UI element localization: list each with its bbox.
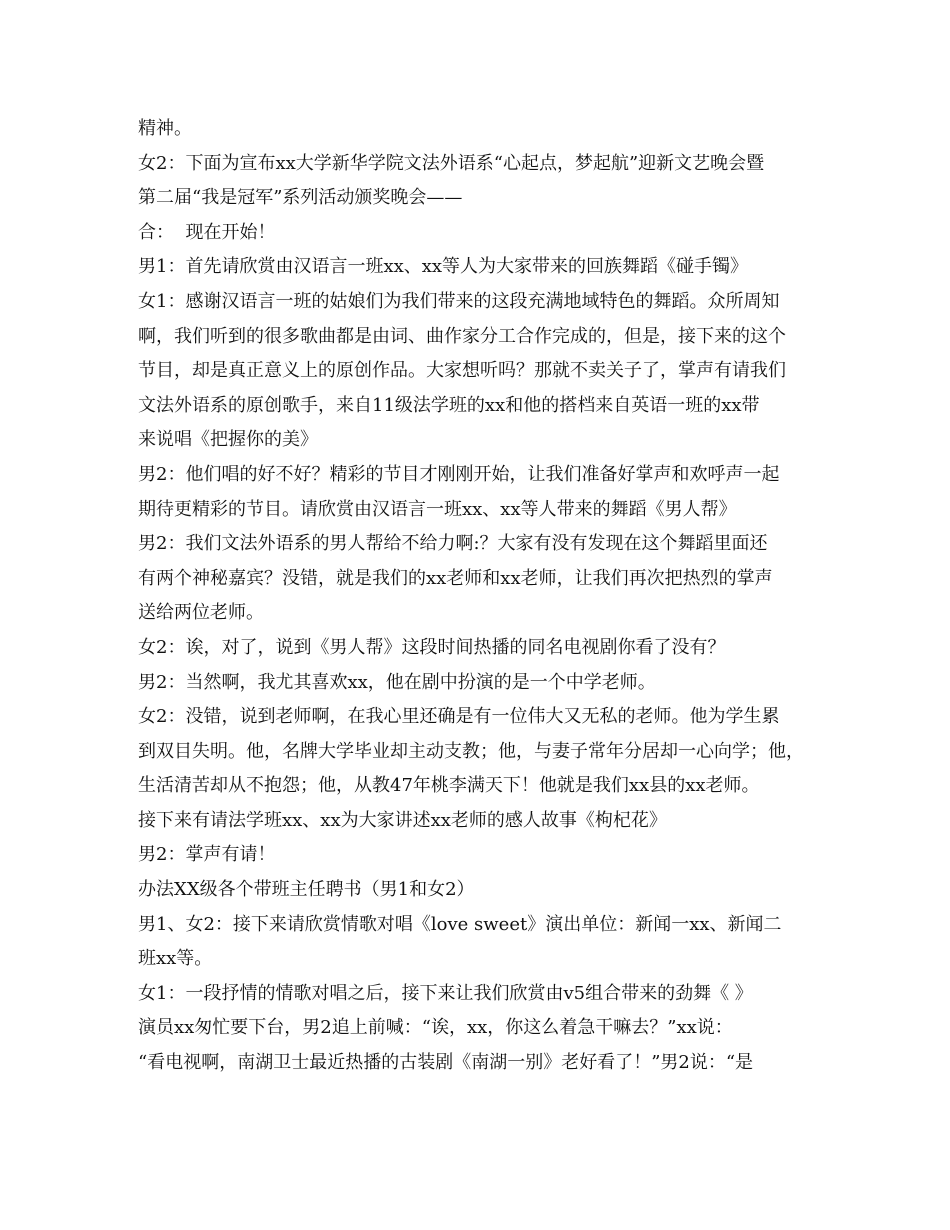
text-line: 女2：没错，说到老师啊，在我心里还确是有一位伟大又无私的老师。他为学生累 — [138, 706, 780, 728]
text-line: 合： 现在开始！ — [138, 221, 276, 243]
text-line: 班xx等。 — [138, 948, 213, 970]
text-line: 啊，我们听到的很多歌曲都是由词、曲作家分工合作完成的，但是，接下来的这个 — [138, 325, 786, 347]
text-line: 女1：感谢汉语言一班的姑娘们为我们带来的这段充满地域特色的舞蹈。众所周知 — [138, 290, 780, 312]
text-line: 精神。 — [138, 118, 192, 139]
text-line: 到双目失明。他，名牌大学毕业却主动支教；他，与妻子常年分居却一心向学；他， — [138, 740, 804, 762]
text-line: 女2：诶，对了，说到《男人帮》这段时间热播的同名电视剧你看了没有？ — [138, 636, 726, 658]
text-line: 演员xx匆忙要下台，男2追上前喊：“诶，xx，你这么着急干嘛去？”xx说： — [138, 1017, 733, 1039]
text-line: 有两个神秘嘉宾？没错，就是我们的xx老师和xx老师，让我们再次把热烈的掌声 — [138, 567, 773, 589]
text-line: 男2：我们文法外语系的男人帮给不给力啊:？大家有没有发现在这个舞蹈里面还 — [138, 533, 768, 555]
text-line: 节目，却是真正意义上的原创作品。大家想听吗？那就不卖关子了，掌声有请我们 — [138, 360, 786, 382]
text-line: 男1、女2：接下来请欣赏情歌对唱《love sweet》演出单位：新闻一xx、新闻二 — [138, 913, 782, 935]
text-line: 期待更精彩的节目。请欣赏由汉语言一班xx、xx等人带来的舞蹈《男人帮》 — [138, 498, 737, 520]
text-line: 男2：他们唱的好不好？精彩的节目才刚刚开始，让我们准备好掌声和欢呼声一起 — [138, 463, 780, 485]
text-line: 第二届“我是冠军”系列活动颁奖晚会—— — [138, 187, 463, 209]
text-line: 女1：一段抒情的情歌对唱之后，接下来让我们欣赏由v5组合带来的劲舞《 》 — [138, 982, 753, 1004]
text-line: 男2：当然啊，我尤其喜欢xx，他在剧中扮演的是一个中学老师。 — [138, 671, 656, 693]
text-line: 女2：下面为宣布xx大学新华学院文法外语系“心起点，梦起航”迎新文艺晚会暨 — [138, 152, 765, 174]
text-line: 办法XX级各个带班主任聘书（男1和女2） — [138, 879, 475, 901]
text-line: “看电视啊，南湖卫士最近热播的古装剧《南湖一别》老好看了！”男2说：“是 — [138, 1052, 754, 1074]
document-body — [138, 112, 828, 1081]
text-line: 男1：首先请欣赏由汉语言一班xx、xx等人为大家带来的回族舞蹈《碰手镯》 — [138, 256, 749, 278]
text-line: 生活清苦却从不抱怨；他，从教47年桃李满天下！他就是我们xx县的xx老师。 — [138, 775, 760, 797]
text-line: 来说唱《把握你的美》 — [138, 429, 318, 451]
text-line: 接下来有请法学班xx、xx为大家讲述xx老师的感人故事《枸杞花》 — [138, 809, 667, 831]
text-line: 男2：掌声有请！ — [138, 844, 276, 866]
text-line: 文法外语系的原创歌手，来自11级法学班的xx和他的搭档来自英语一班的xx带 — [138, 394, 760, 416]
text-line: 送给两位老师。 — [138, 602, 264, 624]
